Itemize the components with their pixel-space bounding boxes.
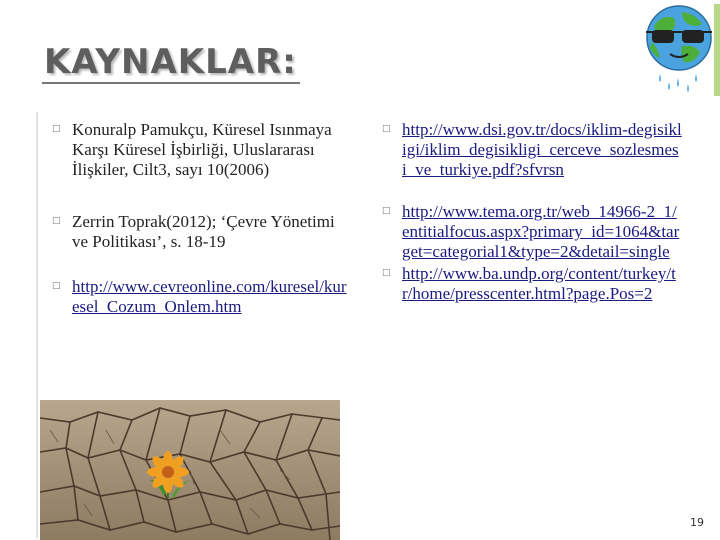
reference-item: [52, 212, 352, 252]
square-bullet-icon: □: [382, 124, 391, 134]
reference-item: [52, 120, 352, 180]
right-column: [382, 120, 682, 304]
slide-left-rule: [36, 112, 38, 538]
square-bullet-icon: □: [382, 268, 391, 278]
square-bullet-icon: □: [52, 124, 61, 134]
slide-title: KAYNAKLAR:: [44, 42, 297, 82]
flower-cracked-earth-image: [40, 400, 340, 540]
reference-text: Konuralp Pamukçu, Küresel Isınmaya Karşı Küresel İşbirliği, Uluslararası İlişkiler, Cilt3, sayı 10(2006): [72, 120, 332, 179]
square-bullet-icon: □: [52, 216, 61, 226]
reference-item: [52, 277, 352, 317]
square-bullet-icon: □: [52, 281, 61, 291]
reference-link[interactable]: http://www.dsi.gov.tr/docs/iklim-degisikligi/iklim_degisikligi_cerceve_sozlesmesi_ve_turkiye.pdf?sfvrsn: [402, 120, 682, 179]
reference-item: [382, 264, 682, 304]
reference-link[interactable]: http://www.ba.undp.org/content/turkey/tr/home/presscenter.html?page.Pos=2: [402, 264, 676, 303]
reference-item: [382, 202, 682, 262]
reference-text: Zerrin Toprak(2012); ‘Çevre Yönetimi ve Politikası’, s. 18-19: [72, 212, 335, 251]
globe-sunglasses-icon: [638, 2, 720, 94]
reference-link[interactable]: http://www.tema.org.tr/web_14966-2_1/entitialfocus.aspx?primary_id=1064&target=categorial1&type=2&detail=single: [402, 202, 680, 261]
title-underline: [42, 82, 300, 84]
reference-item: [382, 120, 682, 180]
reference-link[interactable]: http://www.cevreonline.com/kuresel/kuresel_Cozum_Onlem.htm: [72, 277, 347, 316]
page-number: 19: [690, 516, 704, 529]
left-column: [52, 120, 352, 317]
square-bullet-icon: □: [382, 206, 391, 216]
